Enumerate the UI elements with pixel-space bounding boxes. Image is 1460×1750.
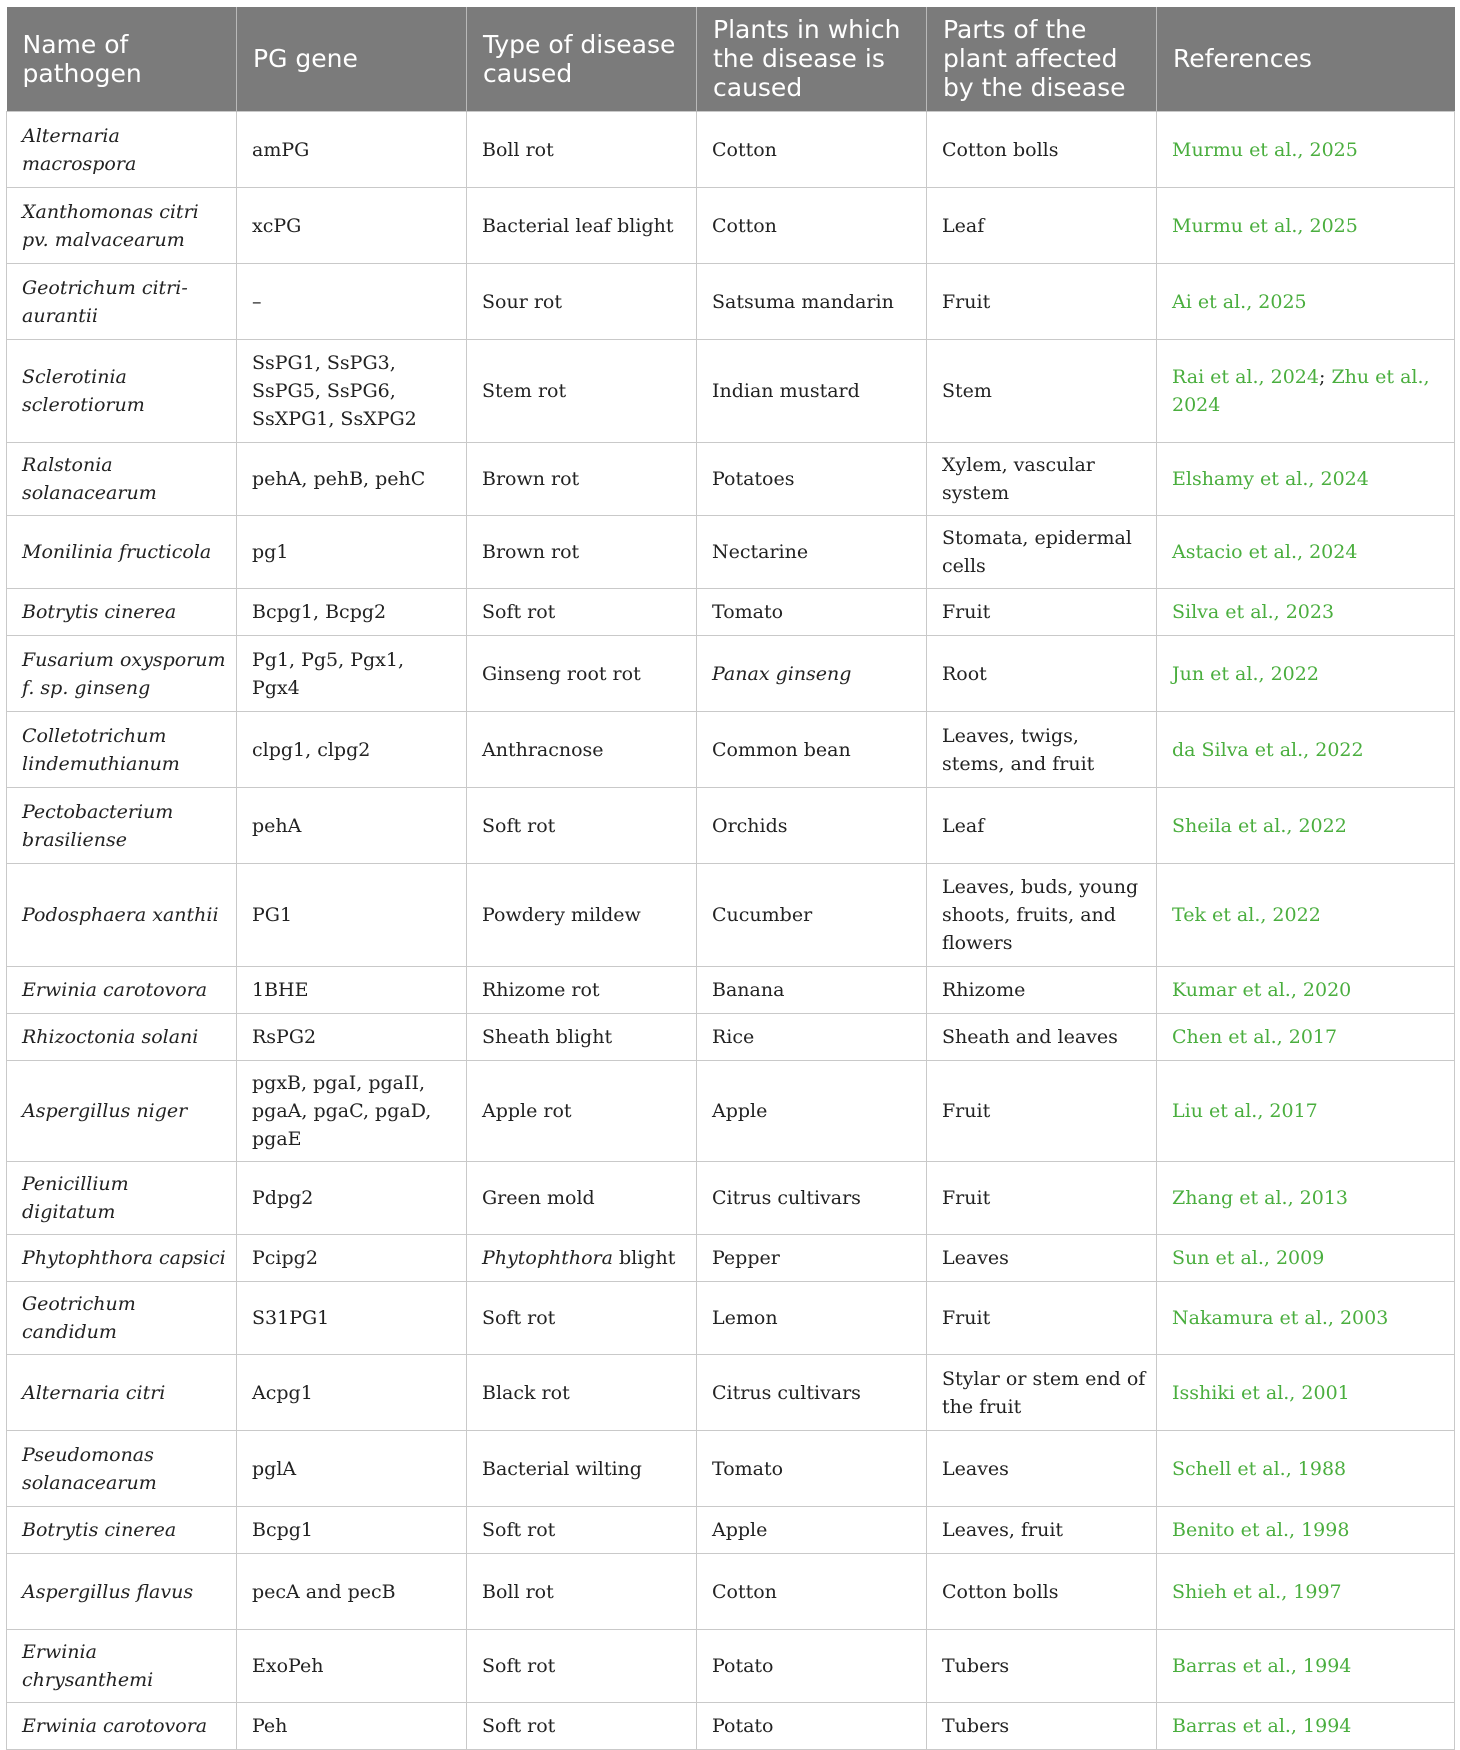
cell-plant: Nectarine — [697, 516, 927, 589]
cell-part: Fruit — [927, 264, 1157, 340]
reference-link[interactable]: Tek et al., 2022 — [1157, 864, 1455, 967]
reference-link[interactable]: Schell et al., 1988 — [1157, 1431, 1455, 1507]
cell-disease: Rhizome rot — [467, 967, 697, 1014]
reference-link[interactable]: Ai et al., 2025 — [1157, 264, 1455, 340]
cell-pathogen: Sclerotinia sclerotiorum — [7, 340, 237, 443]
cell-gene: Bcpg1, Bcpg2 — [237, 589, 467, 636]
cell-plant: Orchids — [697, 788, 927, 864]
cell-gene: PG1 — [237, 864, 467, 967]
table-row — [7, 1235, 1455, 1282]
cell-part: Stylar or stem end of the fruit — [927, 1355, 1157, 1431]
cell-gene: pgxB, pgaI, pgaII, pgaA, pgaC, pgaD, pgaE — [237, 1061, 467, 1162]
cell-gene: – — [237, 264, 467, 340]
cell-disease: Ginseng root rot — [467, 636, 697, 712]
cell-plant: Apple — [697, 1061, 927, 1162]
cell-pathogen: Erwinia chrysanthemi — [7, 1630, 237, 1703]
table-row — [7, 1061, 1455, 1162]
header-references: References — [1157, 7, 1455, 112]
cell-part: Stomata, epidermal cells — [927, 516, 1157, 589]
cell-pathogen: Pseudomonas solanacearum — [7, 1431, 237, 1507]
cell-part: Sheath and leaves — [927, 1014, 1157, 1061]
table-row — [7, 516, 1455, 589]
reference-link[interactable]: Astacio et al., 2024 — [1157, 516, 1455, 589]
cell-pathogen: Colletotrichum lindemuthianum — [7, 712, 237, 788]
cell-plant: Indian mustard — [697, 340, 927, 443]
cell-gene: Acpg1 — [237, 1355, 467, 1431]
cell-pathogen: Alternaria macrospora — [7, 112, 237, 188]
cell-gene: xcPG — [237, 188, 467, 264]
cell-gene: Bcpg1 — [237, 1507, 467, 1554]
table-row — [7, 589, 1455, 636]
reference-link[interactable]: Elshamy et al., 2024 — [1157, 443, 1455, 516]
cell-part: Leaves — [927, 1431, 1157, 1507]
cell-plant: Potatoes — [697, 443, 927, 516]
cell-pathogen: Fusarium oxysporum f. sp. ginseng — [7, 636, 237, 712]
cell-disease: Soft rot — [467, 589, 697, 636]
cell-plant: Rice — [697, 1014, 927, 1061]
cell-pathogen: Xanthomonas citri pv. malvacearum — [7, 188, 237, 264]
cell-part: Fruit — [927, 1061, 1157, 1162]
table-row — [7, 112, 1455, 188]
reference-link[interactable]: Benito et al., 1998 — [1157, 1507, 1455, 1554]
header-row — [7, 7, 1455, 112]
cell-plant: Common bean — [697, 712, 927, 788]
reference-link[interactable]: da Silva et al., 2022 — [1157, 712, 1455, 788]
reference-link[interactable]: Sun et al., 2009 — [1157, 1235, 1455, 1282]
table-row — [7, 712, 1455, 788]
cell-part: Fruit — [927, 1162, 1157, 1235]
cell-pathogen: Pectobacterium brasiliense — [7, 788, 237, 864]
cell-gene: amPG — [237, 112, 467, 188]
cell-part: Cotton bolls — [927, 112, 1157, 188]
table-row — [7, 188, 1455, 264]
reference-link[interactable]: Murmu et al., 2025 — [1157, 112, 1455, 188]
cell-part: Tubers — [927, 1630, 1157, 1703]
cell-pathogen: Rhizoctonia solani — [7, 1014, 237, 1061]
reference-link[interactable]: Shieh et al., 1997 — [1157, 1554, 1455, 1630]
table-row — [7, 264, 1455, 340]
table-container — [6, 7, 1454, 1750]
header-plants: Plants in which the disease is caused — [697, 7, 927, 112]
cell-pathogen: Botrytis cinerea — [7, 589, 237, 636]
cell-plant: Banana — [697, 967, 927, 1014]
cell-part: Root — [927, 636, 1157, 712]
cell-pathogen: Geotrichum citri-aurantii — [7, 264, 237, 340]
cell-disease: Soft rot — [467, 1282, 697, 1355]
table-row — [7, 1355, 1455, 1431]
cell-part: Leaves, buds, young shoots, fruits, and flowers — [927, 864, 1157, 967]
cell-pathogen: Erwinia carotovora — [7, 1703, 237, 1750]
header-disease: Type of disease caused — [467, 7, 697, 112]
cell-disease: Brown rot — [467, 516, 697, 589]
cell-pathogen: Alternaria citri — [7, 1355, 237, 1431]
cell-plant: Potato — [697, 1630, 927, 1703]
reference-separator: ; — [1318, 366, 1332, 388]
cell-disease: Sheath blight — [467, 1014, 697, 1061]
cell-part: Fruit — [927, 1282, 1157, 1355]
cell-plant: Satsuma mandarin — [697, 264, 927, 340]
cell-pathogen: Botrytis cinerea — [7, 1507, 237, 1554]
table-row — [7, 443, 1455, 516]
cell-part: Tubers — [927, 1703, 1157, 1750]
cell-disease: Apple rot — [467, 1061, 697, 1162]
cell-plant: Cotton — [697, 1554, 927, 1630]
cell-pathogen: Podosphaera xanthii — [7, 864, 237, 967]
cell-plant: Apple — [697, 1507, 927, 1554]
reference-link[interactable]: Barras et al., 1994 — [1157, 1703, 1455, 1750]
disease-rest: blight — [612, 1247, 676, 1269]
table-row — [7, 1014, 1455, 1061]
table-row — [7, 1431, 1455, 1507]
cell-disease: Brown rot — [467, 443, 697, 516]
cell-gene: SsPG1, SsPG3, SsPG5, SsPG6, SsXPG1, SsXPG2 — [237, 340, 467, 443]
cell-disease: Stem rot — [467, 340, 697, 443]
reference-link[interactable]: Zhang et al., 2013 — [1157, 1162, 1455, 1235]
cell-gene: pehA — [237, 788, 467, 864]
cell-gene: Pg1, Pg5, Pgx1, Pgx4 — [237, 636, 467, 712]
cell-disease: Bacterial leaf blight — [467, 188, 697, 264]
cell-plant: Citrus cultivars — [697, 1162, 927, 1235]
cell-part: Leaves, twigs, stems, and fruit — [927, 712, 1157, 788]
cell-part: Rhizome — [927, 967, 1157, 1014]
disease-italic-part: Phytophthora — [482, 1247, 613, 1269]
cell-disease: Green mold — [467, 1162, 697, 1235]
table-row — [7, 788, 1455, 864]
cell-disease: Powdery mildew — [467, 864, 697, 967]
reference-link[interactable]: Liu et al., 2017 — [1157, 1061, 1455, 1162]
reference-link[interactable]: Rai et al., 2024 — [1172, 366, 1319, 388]
reference-link[interactable]: Nakamura et al., 2003 — [1157, 1282, 1455, 1355]
cell-disease: Soft rot — [467, 1630, 697, 1703]
cell-disease: Soft rot — [467, 1703, 697, 1750]
cell-plant: Potato — [697, 1703, 927, 1750]
cell-disease: Anthracnose — [467, 712, 697, 788]
cell-part: Leaf — [927, 188, 1157, 264]
table-row — [7, 1554, 1455, 1630]
cell-pathogen: Geotrichum candidum — [7, 1282, 237, 1355]
cell-plant: Tomato — [697, 1431, 927, 1507]
pathogen-pg-table — [6, 7, 1455, 1750]
cell-gene: clpg1, clpg2 — [237, 712, 467, 788]
cell-part: Fruit — [927, 589, 1157, 636]
cell-part: Leaves — [927, 1235, 1157, 1282]
cell-plant: Cotton — [697, 112, 927, 188]
table-row — [7, 864, 1455, 967]
cell-pathogen: Monilinia fructicola — [7, 516, 237, 589]
reference-link[interactable]: Murmu et al., 2025 — [1157, 188, 1455, 264]
cell-disease: Sour rot — [467, 264, 697, 340]
cell-gene: Pcipg2 — [237, 1235, 467, 1282]
reference-link[interactable]: Kumar et al., 2020 — [1157, 967, 1455, 1014]
reference-link[interactable]: Zhu et al., 2024 — [1172, 366, 1430, 416]
cell-disease: Black rot — [467, 1355, 697, 1431]
cell-part: Stem — [927, 340, 1157, 443]
reference-link[interactable]: Isshiki et al., 2001 — [1157, 1355, 1455, 1431]
cell-pathogen: Erwinia carotovora — [7, 967, 237, 1014]
reference-link[interactable]: Silva et al., 2023 — [1157, 589, 1455, 636]
cell-pathogen: Phytophthora capsici — [7, 1235, 237, 1282]
table-row — [7, 1282, 1455, 1355]
cell-disease: Bacterial wilting — [467, 1431, 697, 1507]
cell-gene: pg1 — [237, 516, 467, 589]
cell-plant: Panax ginseng — [697, 636, 927, 712]
cell-gene: S31PG1 — [237, 1282, 467, 1355]
cell-gene: 1BHE — [237, 967, 467, 1014]
cell-pathogen: Penicillium digitatum — [7, 1162, 237, 1235]
header-pathogen: Name of pathogen — [7, 7, 237, 112]
cell-pathogen: Aspergillus flavus — [7, 1554, 237, 1630]
cell-gene: ExoPeh — [237, 1630, 467, 1703]
reference-link[interactable]: Sheila et al., 2022 — [1157, 788, 1455, 864]
header-pg-gene: PG gene — [237, 7, 467, 112]
reference-link[interactable]: Chen et al., 2017 — [1157, 1014, 1455, 1061]
table-row — [7, 1630, 1455, 1703]
cell-gene: Peh — [237, 1703, 467, 1750]
cell-part: Cotton bolls — [927, 1554, 1157, 1630]
cell-plant: Cucumber — [697, 864, 927, 967]
cell-part: Xylem, vascular system — [927, 443, 1157, 516]
cell-gene: RsPG2 — [237, 1014, 467, 1061]
cell-plant: Cotton — [697, 188, 927, 264]
cell-disease: Soft rot — [467, 1507, 697, 1554]
cell-gene: pehA, pehB, pehC — [237, 443, 467, 516]
header-parts: Parts of the plant affected by the disease — [927, 7, 1157, 112]
cell-disease: Soft rot — [467, 788, 697, 864]
cell-gene: pecA and pecB — [237, 1554, 467, 1630]
cell-plant: Pepper — [697, 1235, 927, 1282]
reference-cell — [1157, 340, 1455, 443]
cell-part: Leaves, fruit — [927, 1507, 1157, 1554]
cell-gene: Pdpg2 — [237, 1162, 467, 1235]
reference-link[interactable]: Barras et al., 1994 — [1157, 1630, 1455, 1703]
table-row — [7, 636, 1455, 712]
cell-pathogen: Aspergillus niger — [7, 1061, 237, 1162]
cell-disease: Boll rot — [467, 1554, 697, 1630]
cell-gene: pglA — [237, 1431, 467, 1507]
table-row — [7, 1507, 1455, 1554]
cell-plant: Lemon — [697, 1282, 927, 1355]
cell-plant: Tomato — [697, 589, 927, 636]
cell-part: Leaf — [927, 788, 1157, 864]
cell-pathogen: Ralstonia solanacearum — [7, 443, 237, 516]
cell-plant: Citrus cultivars — [697, 1355, 927, 1431]
cell-disease — [467, 1235, 697, 1282]
reference-link[interactable]: Jun et al., 2022 — [1157, 636, 1455, 712]
table-row — [7, 967, 1455, 1014]
table-row — [7, 340, 1455, 443]
cell-disease: Boll rot — [467, 112, 697, 188]
table-row — [7, 1703, 1455, 1750]
table-row — [7, 1162, 1455, 1235]
